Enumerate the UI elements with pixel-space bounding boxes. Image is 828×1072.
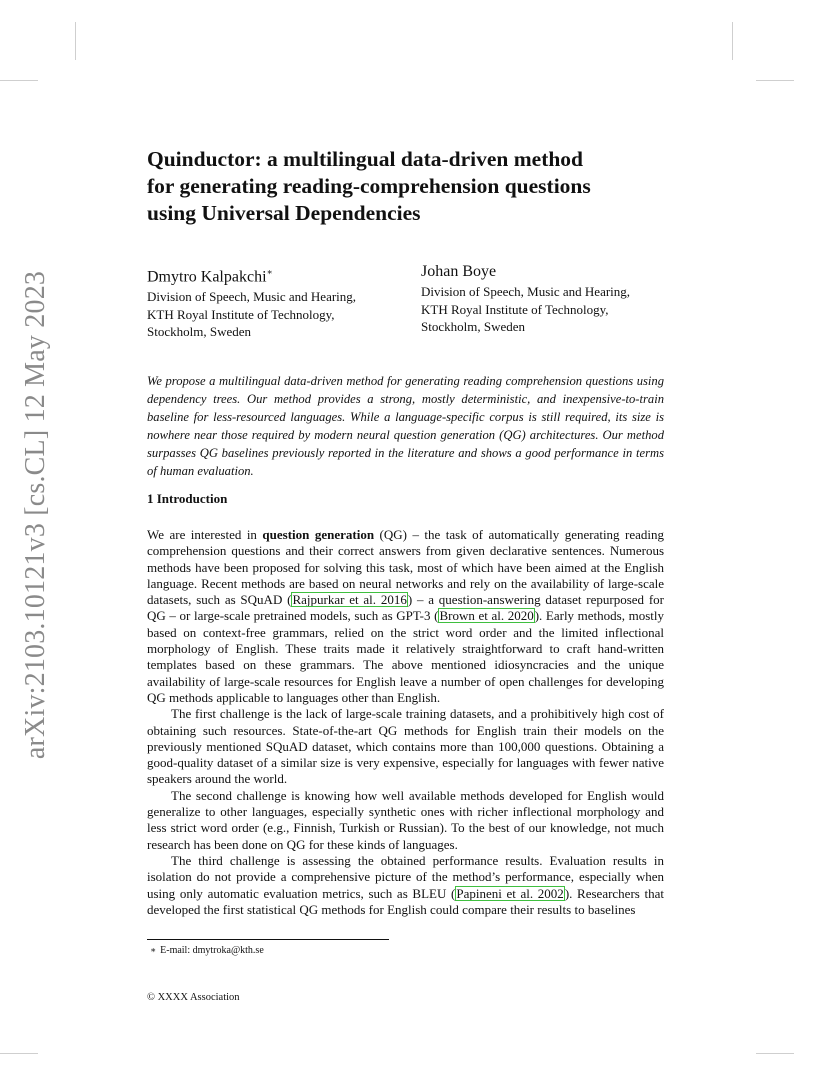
- title-line: Quinductor: a multilingual data-driven method: [147, 147, 584, 171]
- footnote-rule: [147, 939, 389, 940]
- abstract: We propose a multilingual data-driven method for generating reading comprehension questions using dependency trees. Our method provides a strong, mostly deterministic, and inexpensive-to-train baseline for less-resourced languages. While a language-specific corpus is still required, its size is nowhere near those required by modern neural question generation (QG) architectures. Our method surpasses QG baselines previously reported in the literature and shows a good performance in terms of human evaluation.: [147, 374, 664, 478]
- author-affiliation: Division of Speech, Music and Hearing,: [147, 289, 357, 305]
- author-name: Johan Boye: [421, 263, 497, 280]
- author-block-1: [147, 262, 356, 341]
- crop-mark-right-upper: [756, 80, 794, 81]
- author-name: Dmytro Kalpakchi∗: [147, 267, 273, 286]
- crop-mark-top-right: [732, 22, 733, 60]
- footnote-text: E-mail: dmytroka@kth.se: [160, 945, 264, 956]
- crop-mark-left-upper: [0, 80, 38, 81]
- section-heading: 1 Introduction: [147, 491, 228, 506]
- author-affiliation: Stockholm, Sweden: [147, 324, 251, 340]
- paragraph: The third challenge is assessing the obtained performance results. Evaluation results in isolation do not provide a comprehensive picture of the method’s performance, especially when using only automatic evaluation metrics, such as BLEU (Papineni et al. 2002). Researchers that developed the first statistical QG methods for English could compare their results to baselines: [147, 852, 664, 917]
- author-footnote-mark: ∗: [266, 267, 273, 277]
- citation-link[interactable]: Papineni et al. 2002: [456, 885, 564, 901]
- citation-link[interactable]: Brown et al. 2020: [439, 608, 534, 624]
- citation-link[interactable]: Rajpurkar et al. 2016: [292, 592, 407, 608]
- copyright-notice: © XXXX Association: [147, 992, 240, 1003]
- author-affiliation: KTH Royal Institute of Technology,: [147, 306, 335, 322]
- crop-mark-right-lower: [756, 1053, 794, 1054]
- paper-title: [147, 146, 667, 227]
- introduction-body: [147, 527, 664, 918]
- author-affiliation: Stockholm, Sweden: [421, 319, 525, 334]
- title-line: for generating reading-comprehension questions: [147, 174, 591, 198]
- arxiv-identifier-text: arXiv:2103.10121v3 [cs.CL] 12 May 2023: [20, 270, 51, 760]
- crop-mark-top-left: [75, 22, 76, 60]
- arxiv-identifier: [2, 270, 70, 760]
- crop-mark-left-lower: [0, 1053, 38, 1054]
- paragraph: The first challenge is the lack of large-scale training datasets, and a prohibitively high cost of obtaining such resources. State-of-the-art QG methods for English train their models on the previously mentioned SQuAD dataset, which contains more than 100,000 questions. Obtaining a good-quality dataset of a similar size is very expensive, especially for languages with fewer native speakers around the world.: [147, 706, 664, 787]
- author-affiliation: Division of Speech, Music and Hearing,: [421, 284, 631, 299]
- author-affiliation: KTH Royal Institute of Technology,: [421, 301, 609, 317]
- footnote: [150, 945, 264, 956]
- paragraph: The second challenge is knowing how well available methods developed for English would generalize to other languages, especially synthetic ones with richer inflectional morphology and less strict word order (e.g., Finnish, Turkish or Russian). To the best of our knowledge, not much research has been done on QG for these kinds of languages.: [147, 787, 664, 852]
- key-term: question generation: [262, 527, 375, 542]
- footnote-mark: ∗: [150, 945, 157, 955]
- paragraph: We are interested in question generation (QG) – the task of automatically generating reading comprehension questions and their correct answers from given declarative sentences. Numerous methods have been proposed for solving this task, most of which have been aimed at the English language. Recent methods are based on neural networks and rely on the availability of large-scale datasets, such as SQuAD (Rajpurkar et al. 2016) – a question-answering dataset repurposed for QG – or large-scale pretrained models, such as GPT-3 (Brown et al. 2020). Early methods, mostly based on context-free grammars, relied on the strict word order and the limited inflectional morphology of English. These traits made it relatively straightforward to craft hand-written templates based on these grammars. The above mentioned idiosyncracies and the unique availability of large-scale resources for English leave a number of open challenges for developing QG methods applicable to languages other than English.: [147, 527, 665, 705]
- title-line: using Universal Dependencies: [147, 201, 421, 225]
- author-block-2: [421, 262, 630, 336]
